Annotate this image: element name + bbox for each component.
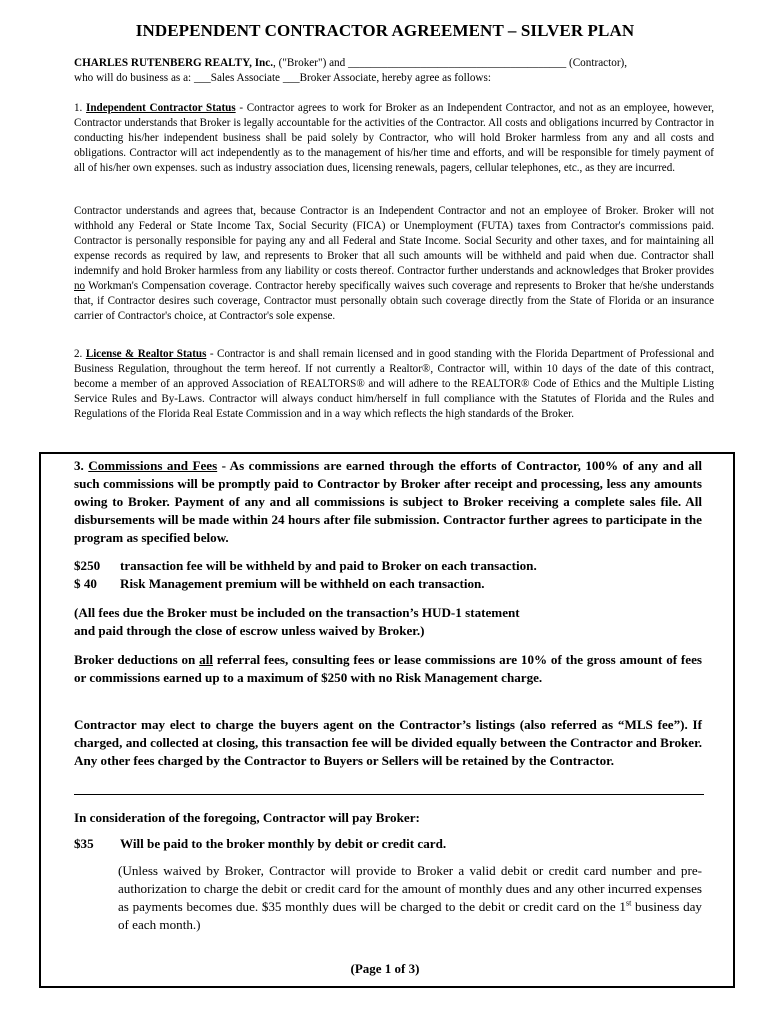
fee-text-transaction: transaction fee will be withheld by and paid to Broker on each transaction. [120,558,537,573]
broker-name: CHARLES RUTENBERG REALTY, Inc. [74,57,274,69]
monthly-text: Will be paid to the broker monthly by debit or credit card. [120,836,447,851]
parties-intro [74,56,714,86]
fee-list [74,557,702,593]
section-2-text: - Contractor is and shall remain licensed and in good standing with the Florida Department of Professional and Business Regulation, throughout the term hereof. If not currently a Realtor®, Contractor will, within 10 days of the date of this contract, become a member of an approved Association of REALTORS® and will adhere to the REALTOR® Code of Ethics and the Multiple Listing Service Rules and By-Laws. Contractor will always conduct him/herself in full compliance with the Statutes of Florida and the Rules and Regulations of the Florida Real Estate Commission and in a way which reflects the high standards of the Broker. [74,348,714,420]
section-2-heading: License & Realtor Status [85,348,207,360]
section-3 [74,457,702,547]
fee-amount-transaction: $250 [74,558,101,573]
section-1-heading: Independent Contractor Status [86,102,236,114]
monthly-dues [74,835,702,853]
monthly-amount: $35 [74,836,94,851]
section-2 [74,347,714,422]
fee-row-transaction [74,557,702,575]
card-waiver-paragraph [118,862,702,934]
intro-line-1 [74,56,714,71]
section-1-p2-no: no [74,280,86,292]
section-1-number: 1. [74,102,83,114]
waiver-b: business day of each month.) [118,899,702,932]
section-1-p2-a: Contractor understands and agrees that, because Contractor is an Independent Contractor and not an employee of Broker. Broker will not withhold any Federal or State Income Tax, Social Security (FICA) or Unemployment (FUTA) taxes from Contractor's commissions paid. Contractor is personally responsible for paying any and all Federal and State Income. Social Security and other taxes, and for maintaining all expense records as required by law, and represents to Broker that all such amounts will be withheld and paid when due. Contractor shall indemnify and hold Broker harmless from any liability or costs thereof. Contractor further understands and acknowledges that Broker provides [74,205,714,277]
section-1 [74,101,714,176]
section-3-heading: Commissions and Fees [88,458,218,473]
section-1-paragraph-2 [74,204,714,324]
hud-note [74,604,702,640]
section-2-number: 2. [74,348,83,360]
intro-line-2: who will do business as a: ___Sales Associate ___Broker Associate, hereby agree as follows: [74,72,491,84]
fee-row-risk [74,575,702,593]
hud-line-1: (All fees due the Broker must be included on the transaction’s HUD-1 statement [74,605,520,620]
section-1-p2-b: Workman's Compensation coverage. Contractor hereby specifically waives such coverage and represents to Broker that he/she understands that, if Contractor desires such coverage, Contractor must personally obtain such coverage directly from the State of Florida or an insurance carrier of Contractor's choice, at Contractor's sole expense. [74,280,714,322]
intro-line-1-rest: , ("Broker") and _______________________________________ (Contractor), [273,57,628,69]
section-1-text: - Contractor agrees to work for Broker as an Independent Contractor, and not as an employee, however, Contractor understands that Broker is legally accountable for the activities of the Contractor. All costs and obligations incurred by Contractor in conducting his/her independent business shall be paid solely by Contractor, who will hold Broker harmless from any and all costs and obligations. Contractor will act independently as to the management of his/her time and efforts, and will be responsible for timely payment of all of his/her own expenses. such as industry association dues, licensing renewals, pagers, cellular telephones, etc., as they are incurred. [74,102,715,174]
deduct-b: referral fees, consulting fees or lease commissions are 10% of the gross amount of fees or commissions earned up to a maximum of $250 with no Risk Management charge. [74,652,702,685]
divider-line [74,794,704,795]
deduct-a: Broker deductions on [74,652,200,667]
deduct-all: all [199,652,213,667]
section-3-number: 3. [74,458,84,473]
referral-deductions [74,651,702,687]
consideration-line: In consideration of the foregoing, Contractor will pay Broker: [74,810,420,825]
mls-fee-paragraph: Contractor may elect to charge the buyers agent on the Contractor’s listings (also referred as “MLS fee”). If charged, and collected at closing, this transaction fee will be divided equally between the Contractor and Broker. Any other fees charged by the Contractor to Buyers or Sellers will be retained by the Contractor. [74,717,702,768]
waiver-sup: st [625,898,632,908]
document-title: INDEPENDENT CONTRACTOR AGREEMENT – SILVER PLAN [135,21,635,40]
fee-amount-risk: $ 40 [74,576,97,591]
fee-text-risk: Risk Management premium will be withheld on each transaction. [120,576,485,591]
hud-line-2: and paid through the close of escrow unless waived by Broker.) [74,623,425,638]
monthly-dues-row [74,835,702,853]
page-number: (Page 1 of 3) [350,961,420,976]
section-3-text: - As commissions are earned through the efforts of Contractor, 100% of any and all such commissions will be promptly paid to Contractor by Broker after receipt and processing, less any amounts owing to Broker. Payment of any and all commissions is subject to Broker receiving a complete sales file. All disbursements will be made within 24 hours after file submission. Contractor further agrees to participate in the program as specified below. [74,458,702,545]
waiver-a: (Unless waived by Broker, Contractor will provide to Broker a valid debit or credit card number and pre-authorization to charge the debit or credit card for the amount of monthly dues and any other incurred expenses as payments becomes due. $35 monthly dues will be charged to the debit or credit card on the 1 [118,863,702,914]
